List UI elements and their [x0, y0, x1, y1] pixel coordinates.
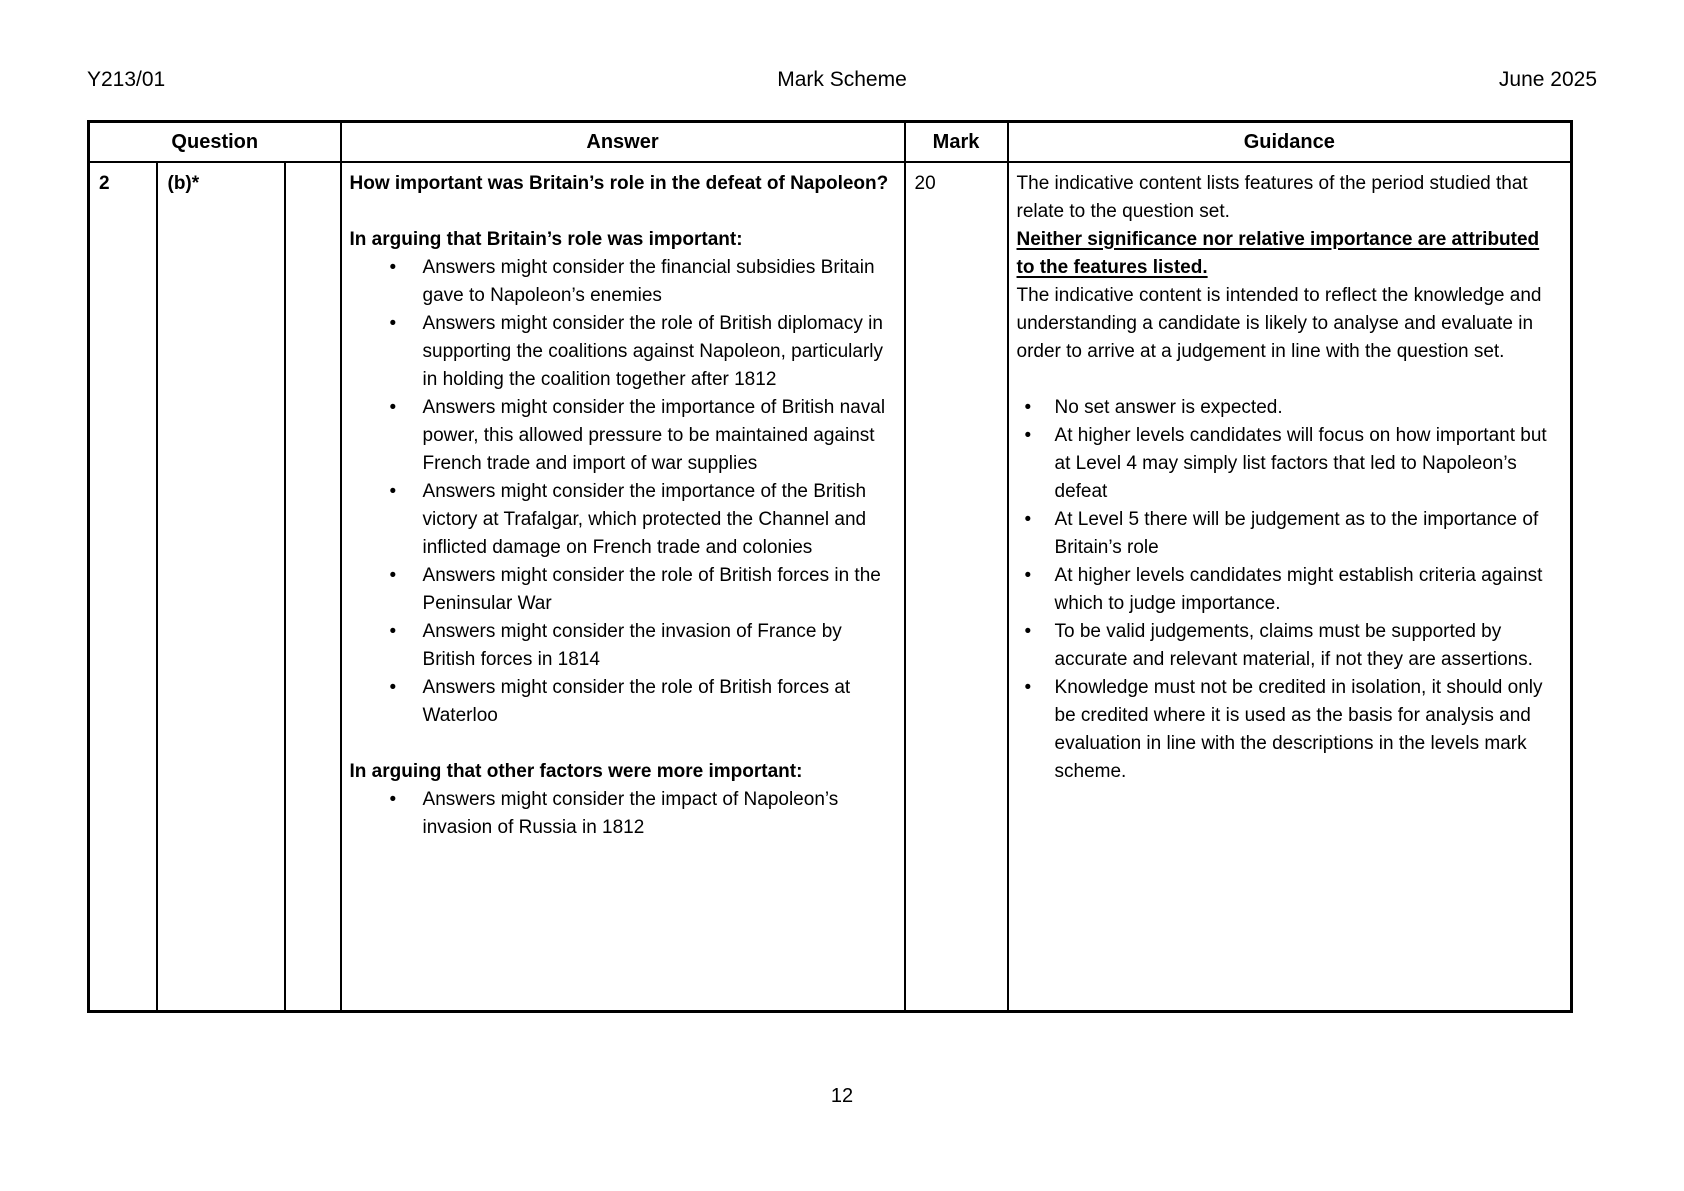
answer-section1-heading: In arguing that Britain’s role was important:	[349, 228, 743, 250]
question-subpart-empty	[285, 162, 341, 1012]
col-header-question: Question	[89, 122, 341, 162]
document-header	[87, 66, 1597, 94]
answer-bullet-item: • Answers might consider the invasion of France by British forces in 1814	[350, 618, 894, 674]
guidance-intro-1: The indicative content lists features of the period studied that relate to the question set.	[1016, 172, 1528, 222]
col-header-guidance: Guidance	[1008, 122, 1572, 162]
answer-section1-bullets	[350, 254, 894, 730]
guidance-intro-2: The indicative content is intended to reflect the knowledge and understanding a candidate is likely to analyse and evaluate in order to arrive at a judgement in line with the question set.	[1016, 284, 1542, 362]
mark-cell: 20	[905, 162, 1008, 1012]
answer-bullet-item: • Answers might consider the role of British forces at Waterloo	[350, 674, 894, 730]
guidance-cell	[1008, 162, 1572, 1012]
guidance-bullet-item: • No set answer is expected.	[1017, 394, 1563, 422]
page-number: 12	[830, 1085, 854, 1107]
answer-bullet-item: • Answers might consider the impact of Napoleon’s invasion of Russia in 1812	[350, 786, 894, 842]
guidance-bullet-item: • At Level 5 there will be judgement as to the importance of Britain’s role	[1017, 506, 1563, 562]
answer-bullet-item: • Answers might consider the importance of British naval power, this allowed pressure to be maintained against French trade and import of war supplies	[350, 394, 894, 478]
question-number: 2	[89, 162, 157, 1012]
answer-bullet-item: • Answers might consider the importance of the British victory at Trafalgar, which protected the Channel and inflicted damage on French trade and colonies	[350, 478, 894, 562]
answer-section2-bullets	[350, 786, 894, 842]
document-title: Mark Scheme	[777, 68, 907, 91]
paper-code: Y213/01	[87, 68, 166, 91]
table-header-row	[89, 122, 1572, 162]
guidance-bullets	[1017, 394, 1563, 786]
guidance-bullet-item: • At higher levels candidates might establish criteria against which to judge importance.	[1017, 562, 1563, 618]
col-header-mark: Mark	[905, 122, 1008, 162]
session-date: June 2025	[1498, 68, 1597, 91]
answer-bullet-item: • Answers might consider the financial subsidies Britain gave to Napoleon’s enemies	[350, 254, 894, 310]
guidance-bullet-item: • To be valid judgements, claims must be supported by accurate and relevant material, if not they are assertions.	[1017, 618, 1563, 674]
mark-scheme-table	[87, 120, 1573, 1013]
guidance-bullet-item: • At higher levels candidates will focus on how important but at Level 4 may simply list factors that led to Napoleon’s defeat	[1017, 422, 1563, 506]
guidance-emphasis: Neither significance nor relative importance are attributed to the features listed.	[1016, 228, 1540, 278]
answer-bullet-item: • Answers might consider the role of British diplomacy in supporting the coalitions against Napoleon, particularly in holding the coalition together after 1812	[350, 310, 894, 394]
table-row	[89, 162, 1572, 1012]
answer-bullet-item: • Answers might consider the role of British forces in the Peninsular War	[350, 562, 894, 618]
answer-cell	[341, 162, 905, 1012]
question-part: (b)*	[157, 162, 285, 1012]
answer-question-title: How important was Britain’s role in the defeat of Napoleon?	[349, 172, 889, 194]
guidance-bullet-item: • Knowledge must not be credited in isolation, it should only be credited where it is used as the basis for analysis and evaluation in line with the descriptions in the levels mark scheme.	[1017, 674, 1563, 786]
answer-section2-heading: In arguing that other factors were more important:	[349, 760, 803, 782]
col-header-answer: Answer	[341, 122, 905, 162]
